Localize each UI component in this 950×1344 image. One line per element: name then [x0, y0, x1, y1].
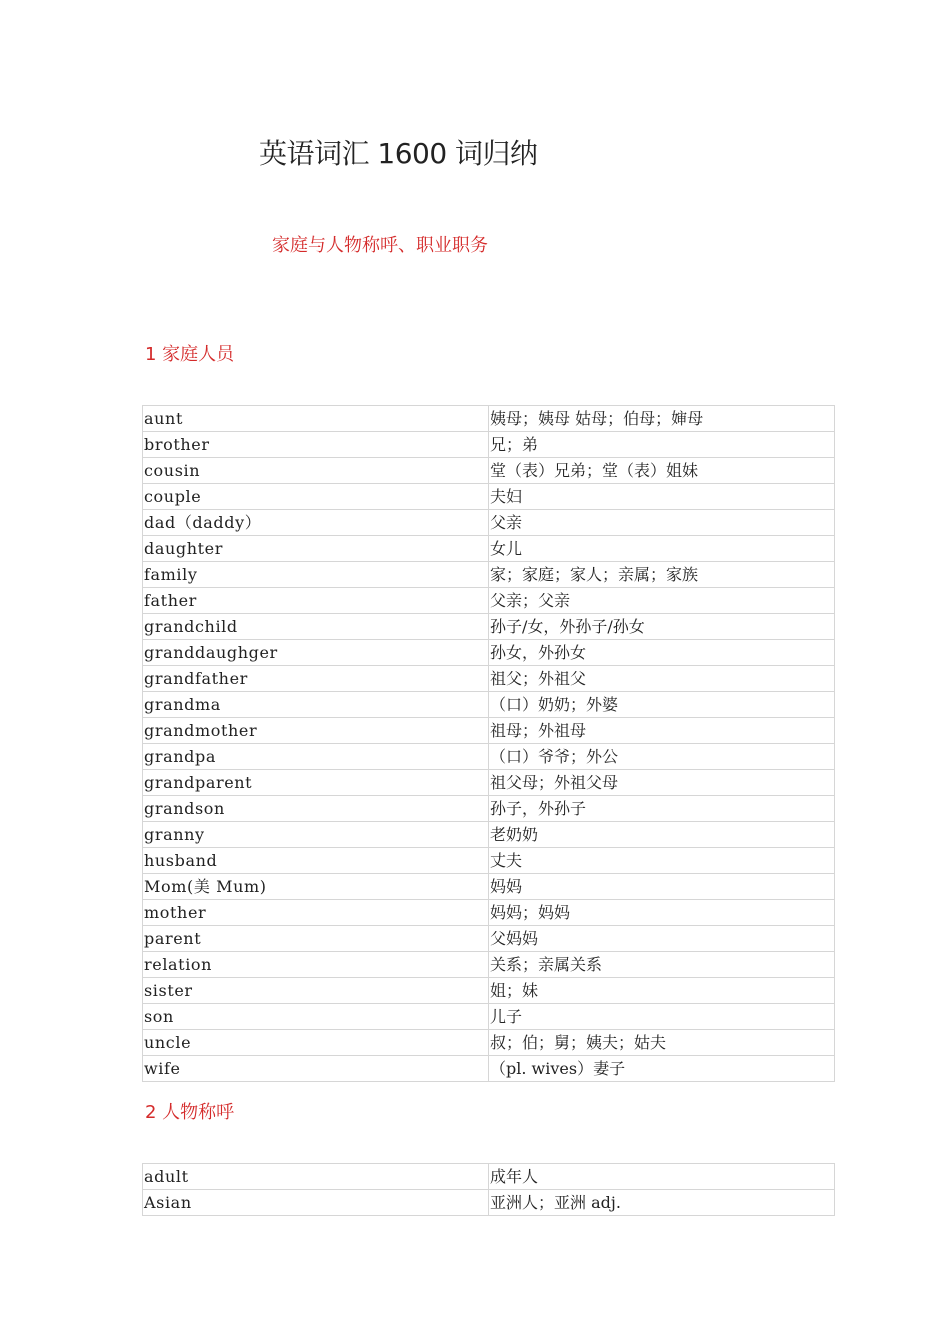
- word-cell: Asian: [143, 1190, 489, 1216]
- meaning-cell: （口）爷爷；外公: [489, 744, 835, 770]
- meaning-cell: 孙子/女，外孙子/孙女: [489, 614, 835, 640]
- word-cell: mother: [143, 900, 489, 926]
- meaning-cell: 老奶奶: [489, 822, 835, 848]
- meaning-cell: 堂（表）兄弟；堂（表）姐妹: [489, 458, 835, 484]
- table-row: [143, 900, 835, 926]
- meaning-cell: 父亲: [489, 510, 835, 536]
- table-row: [143, 614, 835, 640]
- word-cell: husband: [143, 848, 489, 874]
- meaning-cell: 成年人: [489, 1164, 835, 1190]
- word-cell: grandma: [143, 692, 489, 718]
- meaning-cell: 儿子: [489, 1004, 835, 1030]
- meaning-cell: 亚洲人；亚洲 adj.: [489, 1190, 835, 1216]
- section-heading-family: 1 家庭人员: [145, 344, 235, 365]
- word-cell: dad（daddy）: [143, 510, 489, 536]
- meaning-cell: （口）奶奶；外婆: [489, 692, 835, 718]
- meaning-cell: 夫妇: [489, 484, 835, 510]
- table-row: [143, 718, 835, 744]
- word-cell: grandson: [143, 796, 489, 822]
- meaning-cell: 姨母；姨母 姑母；伯母；婶母: [489, 406, 835, 432]
- word-cell: grandchild: [143, 614, 489, 640]
- word-cell: daughter: [143, 536, 489, 562]
- table-row: [143, 692, 835, 718]
- meaning-cell: 祖父；外祖父: [489, 666, 835, 692]
- table-row: [143, 822, 835, 848]
- word-cell: father: [143, 588, 489, 614]
- table-row: [143, 874, 835, 900]
- meaning-cell: 父妈妈: [489, 926, 835, 952]
- word-cell: granny: [143, 822, 489, 848]
- table-row: [143, 796, 835, 822]
- word-cell: uncle: [143, 1030, 489, 1056]
- word-cell: family: [143, 562, 489, 588]
- word-cell: grandparent: [143, 770, 489, 796]
- table-row: [143, 536, 835, 562]
- meaning-cell: 孙子，外孙子: [489, 796, 835, 822]
- meaning-cell: 兄；弟: [489, 432, 835, 458]
- meaning-cell: 丈夫: [489, 848, 835, 874]
- meaning-cell: 关系；亲属关系: [489, 952, 835, 978]
- document-subtitle: 家庭与人物称呼、职业职务: [272, 235, 488, 256]
- section-heading-people: 2 人物称呼: [145, 1102, 235, 1123]
- table-row: [143, 1030, 835, 1056]
- table-row: [143, 1056, 835, 1082]
- table-row: [143, 588, 835, 614]
- table-row: [143, 1190, 835, 1216]
- word-cell: granddaughger: [143, 640, 489, 666]
- vocab-table-people: [142, 1163, 835, 1216]
- table-row: [143, 952, 835, 978]
- table-row: [143, 1004, 835, 1030]
- table-row: [143, 744, 835, 770]
- table-row: [143, 406, 835, 432]
- table-row: [143, 484, 835, 510]
- word-cell: couple: [143, 484, 489, 510]
- word-cell: adult: [143, 1164, 489, 1190]
- word-cell: relation: [143, 952, 489, 978]
- meaning-cell: 家；家庭；家人；亲属；家族: [489, 562, 835, 588]
- word-cell: cousin: [143, 458, 489, 484]
- meaning-cell: 妈妈: [489, 874, 835, 900]
- word-cell: sister: [143, 978, 489, 1004]
- table-row: [143, 770, 835, 796]
- word-cell: brother: [143, 432, 489, 458]
- table-row: [143, 848, 835, 874]
- table-row: [143, 640, 835, 666]
- meaning-cell: 女儿: [489, 536, 835, 562]
- meaning-cell: 孙女，外孙女: [489, 640, 835, 666]
- vocab-table-body: [143, 1164, 835, 1216]
- table-row: [143, 926, 835, 952]
- word-cell: son: [143, 1004, 489, 1030]
- word-cell: aunt: [143, 406, 489, 432]
- meaning-cell: 祖父母；外祖父母: [489, 770, 835, 796]
- vocab-table-body: [143, 406, 835, 1082]
- word-cell: grandmother: [143, 718, 489, 744]
- word-cell: parent: [143, 926, 489, 952]
- word-cell: Mom(美 Mum): [143, 874, 489, 900]
- vocab-table-family: [142, 405, 835, 1082]
- table-row: [143, 510, 835, 536]
- word-cell: grandfather: [143, 666, 489, 692]
- table-row: [143, 432, 835, 458]
- word-cell: wife: [143, 1056, 489, 1082]
- meaning-cell: 父亲；父亲: [489, 588, 835, 614]
- meaning-cell: （pl. wives）妻子: [489, 1056, 835, 1082]
- meaning-cell: 祖母；外祖母: [489, 718, 835, 744]
- table-row: [143, 978, 835, 1004]
- table-row: [143, 666, 835, 692]
- table-row: [143, 458, 835, 484]
- document-title: 英语词汇 1600 词归纳: [259, 137, 538, 170]
- table-row: [143, 1164, 835, 1190]
- meaning-cell: 妈妈；妈妈: [489, 900, 835, 926]
- meaning-cell: 姐；妹: [489, 978, 835, 1004]
- word-cell: grandpa: [143, 744, 489, 770]
- table-row: [143, 562, 835, 588]
- meaning-cell: 叔；伯；舅；姨夫；姑夫: [489, 1030, 835, 1056]
